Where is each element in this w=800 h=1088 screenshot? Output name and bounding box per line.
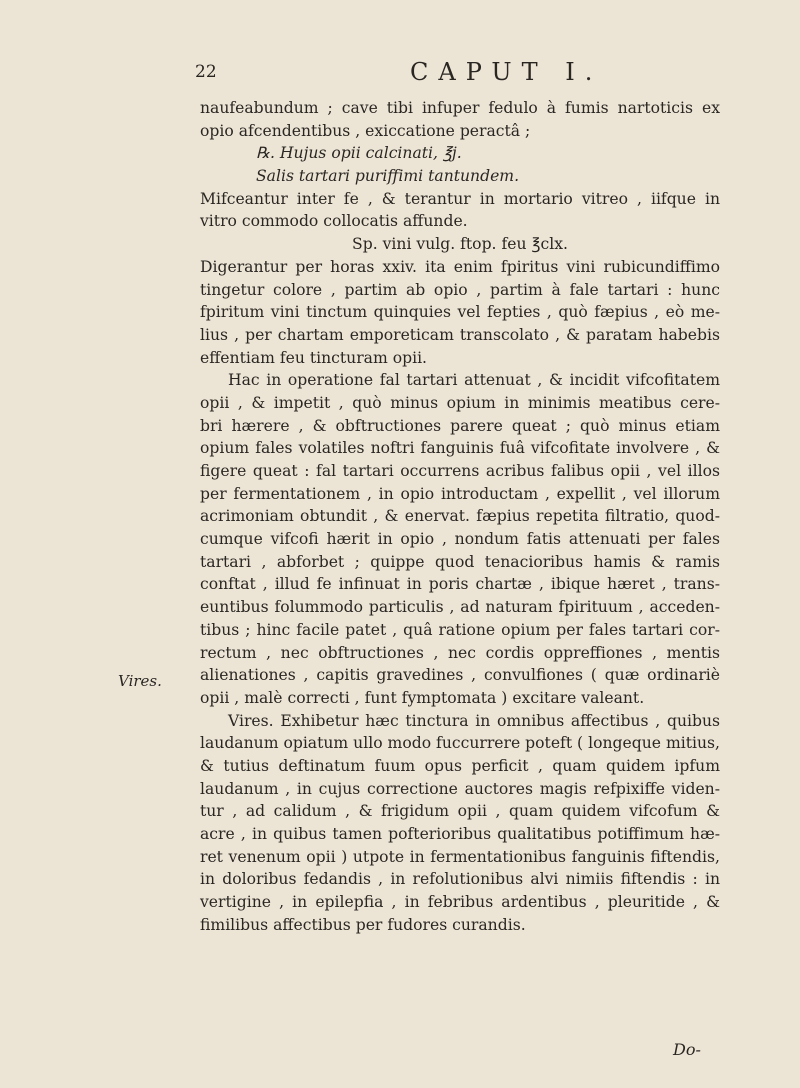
- recipe-line: Sp. vini vulg. ftop. feu ℥clx.: [352, 235, 568, 254]
- text-line: opii , & impetit , quò minus opium in minimis meatibus cere-: [200, 393, 720, 412]
- text-line: figere queat : fal tartari occurrens acribus falibus opii , vel illos: [200, 462, 720, 480]
- text-line: Mifceantur inter fe , & terantur in mortario vitreo , iifque in: [200, 189, 720, 208]
- text-line: lius , per chartam emporeticam transcolato , & paratam habebis: [200, 325, 720, 344]
- text-line: & tutius deftinatum fuum opus perficit , quam quidem ipfum: [200, 756, 720, 775]
- text-line: cumque vifcofi hærit in opio , nondum fatis attenuati per fales: [200, 530, 720, 549]
- text-line: effentiam feu tincturam opii.: [200, 348, 428, 367]
- text-line: Digerantur per horas xxiv. ita enim fpiritus vini rubicundiffimo: [200, 257, 720, 276]
- page-header: [195, 58, 710, 88]
- text-line: opium fales volatiles noftri fanguinis fuâ vifcofitate involvere , &: [200, 439, 720, 458]
- text-line: acre , in quibus tamen pofterioribus qualitatibus potiffimum hæ-: [200, 825, 720, 843]
- text-line: opii , malè correcti , funt fymptomata ) excitare valeant.: [200, 688, 645, 707]
- text-line: tur , ad calidum , & frigidum opii , quam quidem vifcofum &: [200, 802, 720, 821]
- text-line: alienationes , capitis gravedines , convulfiones ( quæ ordinariè: [200, 666, 720, 685]
- text-line: tartari , abforbet ; quippe quod tenacioribus hamis & ramis: [200, 552, 720, 571]
- text-line: Hac in operatione fal tartari attenuat , & incidit vifcofitatem: [228, 371, 720, 390]
- text-line: in doloribus fedandis , in refolutionibus alvi nimiis fiftendis : in: [200, 870, 720, 889]
- text-line: euntibus folummodo particulis , ad naturam fpirituum , acceden-: [200, 598, 720, 617]
- page-number: 22: [195, 62, 217, 82]
- text-line: vertigine , in epilepfia , in febribus ardentibus , pleuritide , &: [200, 893, 720, 912]
- body-text: [200, 97, 720, 936]
- running-title: CAPUT I.: [410, 58, 603, 86]
- text-line: per fermentationem , in opio introductam , expellit , vel illorum: [200, 484, 720, 503]
- text-line: vitro commodo collocatis affunde.: [200, 212, 468, 231]
- text-line: bri hærere , & obftructiones parere queat ; quò minus etiam: [200, 416, 720, 435]
- text-line: tingetur colore , partim ab opio , partim à fale tartari : hunc: [200, 280, 720, 299]
- text-line: Vires. Exhibetur hæc tinctura in omnibus affectibus , quibus: [228, 711, 720, 730]
- text-line: laudanum , in cujus correctione auctores magis refpixiffe viden-: [200, 779, 720, 798]
- text-line: rectum , nec obftructiones , nec cordis oppreffiones , mentis: [200, 643, 720, 662]
- text-line: tibus ; hinc facile patet , quâ ratione opium per fales tartari cor-: [200, 620, 720, 639]
- text-line: fimilibus affectibus per fudores curandis.: [200, 915, 526, 934]
- text-line: conftat , illud fe infinuat in poris chartæ , ibique hæret , trans-: [200, 575, 720, 594]
- text-line: laudanum opiatum ullo modo fuccurrere poteft ( longeque mitius,: [200, 734, 720, 753]
- recipe-line: ℞. Hujus opii calcinati, ℥j.: [256, 144, 462, 163]
- text-line: acrimoniam obtundit , & enervat. fæpius repetita filtratio, quod-: [200, 507, 720, 526]
- text-line: opio afcendentibus , exiccatione peractâ ;: [200, 121, 531, 140]
- text-line: ret venenum opii ) utpote in fermentationibus fanguinis fiftendis,: [200, 847, 720, 866]
- text-line: fpiritum vini tinctum quinquies vel fepties , quò fæpius , eò me-: [200, 303, 720, 322]
- catchword: Do-: [673, 1040, 701, 1059]
- margin-note: Vires.: [118, 672, 162, 690]
- text-line: naufeabundum ; cave tibi infuper fedulo à fumis nartoticis ex: [200, 99, 720, 117]
- recipe-line: Salis tartari puriffimi tantundem.: [256, 167, 520, 186]
